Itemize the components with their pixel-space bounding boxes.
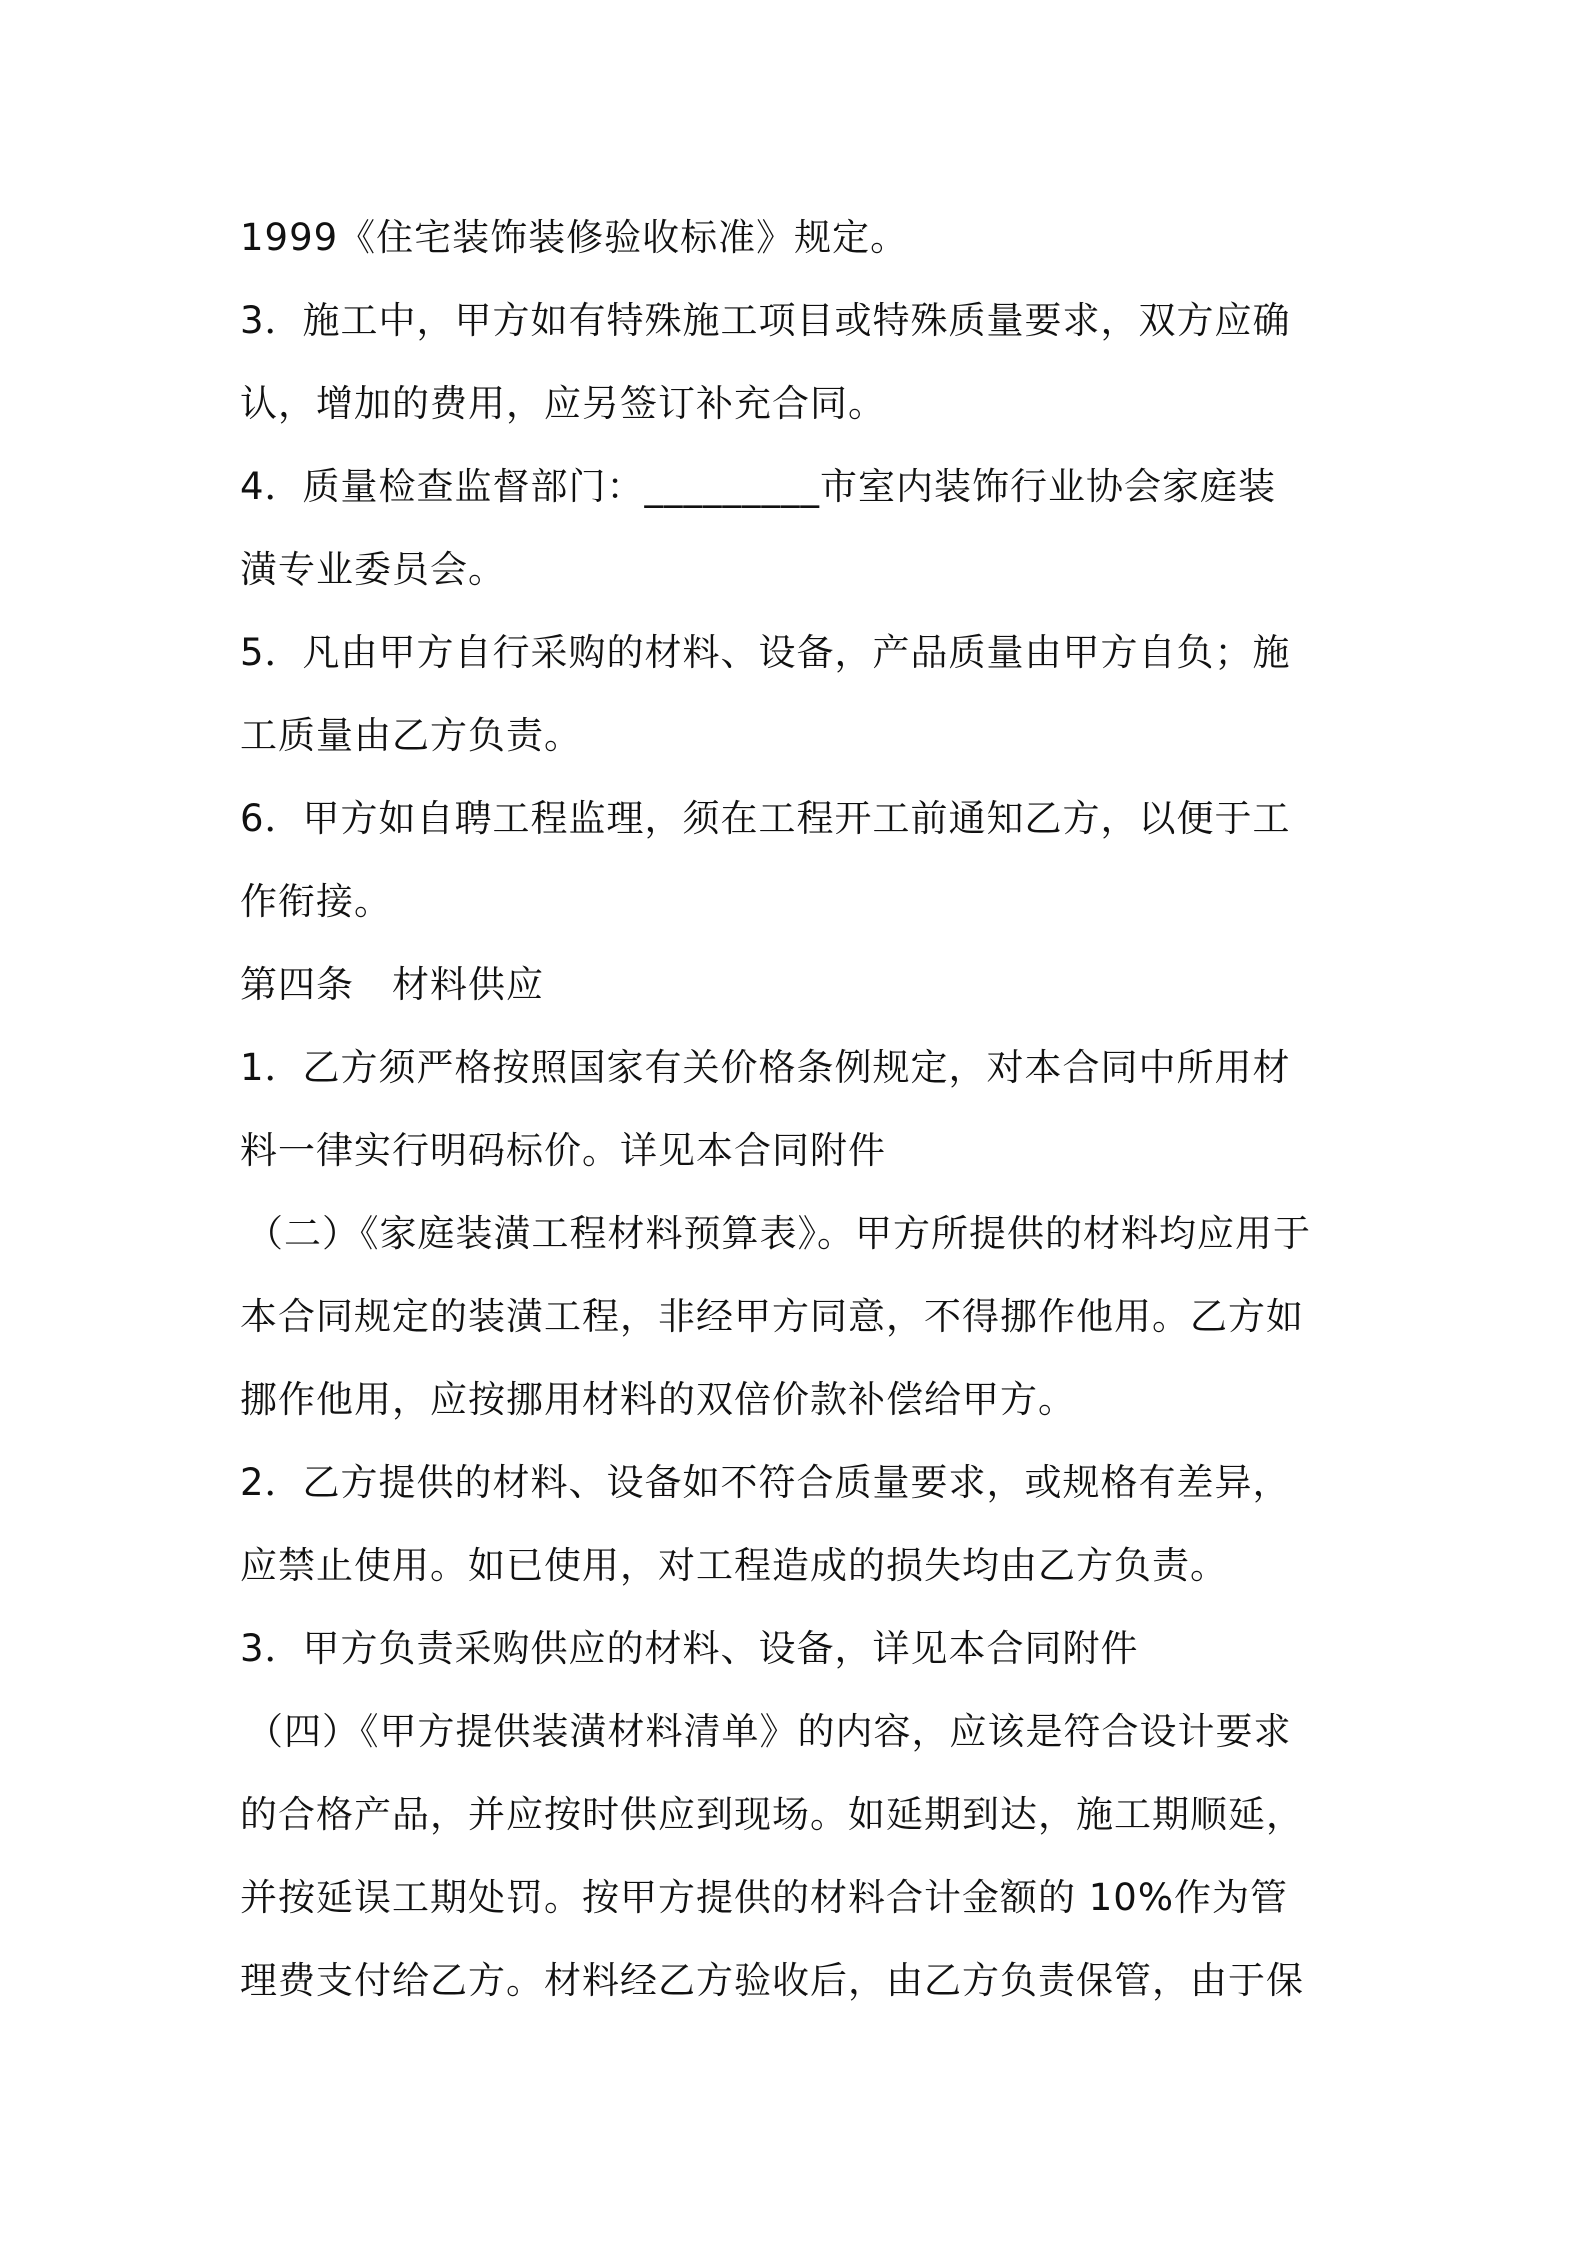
text-line: 工质量由乙方负责。 <box>240 714 582 757</box>
text-line: 6．甲方如自聘工程监理，须在工程开工前通知乙方，以便于工 <box>240 797 1291 840</box>
text-line: 3．施工中，甲方如有特殊施工项目或特殊质量要求，双方应确 <box>240 299 1291 342</box>
text-line: 4．质量检查监督部门：_________市室内装饰行业协会家庭装 <box>240 465 1277 508</box>
text-line: （四）《甲方提供装潢材料清单》的内容，应该是符合设计要求 <box>246 1710 1292 1753</box>
document-body <box>240 196 1360 2022</box>
text-line: 5．凡由甲方自行采购的材料、设备，产品质量由甲方自负；施 <box>240 631 1291 674</box>
text-line: 2．乙方提供的材料、设备如不符合质量要求，或规格有差异， <box>240 1461 1291 1504</box>
text-line: （二）《家庭装潢工程材料预算表》。甲方所提供的材料均应用于 <box>246 1212 1311 1255</box>
text-line: 应禁止使用。如已使用，对工程造成的损失均由乙方负责。 <box>240 1544 1228 1587</box>
section-heading: 第四条 材料供应 <box>240 963 544 1006</box>
text-line: 的合格产品，并应按时供应到现场。如延期到达，施工期顺延， <box>240 1793 1304 1836</box>
text-line: 3．甲方负责采购供应的材料、设备，详见本合同附件 <box>240 1627 1139 1670</box>
text-line: 挪作他用，应按挪用材料的双倍价款补偿给甲方。 <box>240 1378 1076 1421</box>
text-line: 作衔接。 <box>240 880 392 923</box>
text-line: 本合同规定的装潢工程，非经甲方同意，不得挪作他用。乙方如 <box>240 1295 1304 1338</box>
text-line: 理费支付给乙方。材料经乙方验收后，由乙方负责保管，由于保 <box>240 1959 1304 2002</box>
text-line: 1．乙方须严格按照国家有关价格条例规定，对本合同中所用材 <box>240 1046 1291 1089</box>
text-line: 并按延误工期处罚。按甲方提供的材料合计金额的 10%作为管 <box>240 1876 1288 1919</box>
text-line: 1999《住宅装饰装修验收标准》规定。 <box>240 216 909 259</box>
text-line: 潢专业委员会。 <box>240 548 506 591</box>
text-line: 认，增加的费用，应另签订补充合同。 <box>240 382 886 425</box>
text-line: 料一律实行明码标价。详见本合同附件 <box>240 1129 886 1172</box>
